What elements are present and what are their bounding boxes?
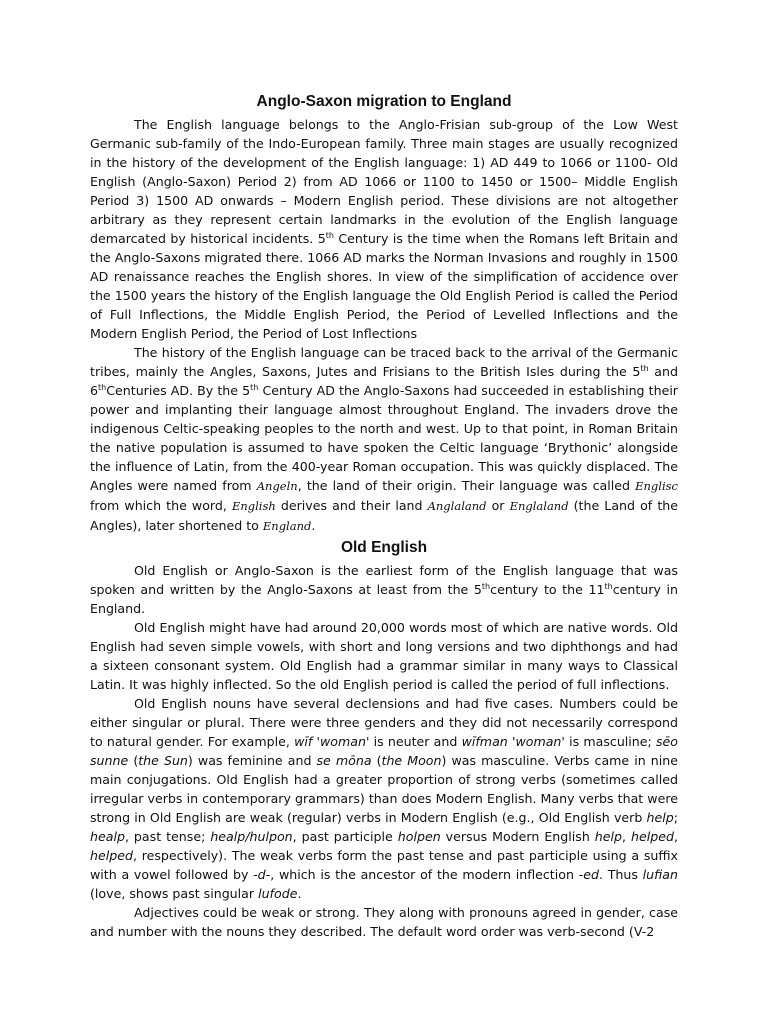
paragraph-adjectives: Adjectives could be weak or strong. They along with pronouns agreed in gender, case and number with the nouns they described. The default word order was verb-second (V-2 bbox=[90, 905, 678, 939]
heading-anglo-saxon-migration: Anglo-Saxon migration to England bbox=[256, 93, 512, 110]
paragraph-old-english-nouns-verbs: Old English nouns have several declensions and had five cases. Numbers could be either singular or plural. There were three genders and they did not necessarily correspond to natural gender. For example, wīf 'woman' is neuter and wīfman 'woman' is masculine; sēo sunne (the Sun) was feminine and se mōna (the Moon) was masculine. Verbs came in nine main conjugations. Old English had a greater proportion of strong verbs (sometimes called irregular verbs in contemporary grammars) than does Modern English. Many verbs that were strong in Old English are weak (regular) verbs in Modern English (e.g., Old English verb help; healp, past tense; healp/hulpon, past participle holpen versus Modern English help, helped, helped, respectively). The weak verbs form the past tense and past participle using a suffix with a vowel followed by -d-, which is the ancestor of the modern inflection -ed. Thus lufian (love, shows past singular lufode. bbox=[90, 696, 678, 901]
heading-old-english: Old English bbox=[340, 539, 428, 556]
document-page bbox=[90, 90, 678, 941]
paragraph-old-english-definition: Old English or Anglo-Saxon is the earliest form of the English language that was spoken and written by the Anglo-Saxons at least from the 5thcentury to the 11thcentury in England. bbox=[90, 563, 678, 616]
paragraph-stages-of-english: The English language belongs to the Anglo-Frisian sub-group of the Low West Germanic sub-family of the Indo-European family. Three main stages are usually recognized in the history of the development of the English language: 1) AD 449 to 1066 or 1100- Old English (Anglo-Saxon) Period 2) from AD 1066 or 1100 to 1450 or 1500– Middle English Period 3) 1500 AD onwards – Modern English period. These divisions are not altogether arbitrary as they represent certain landmarks in the evolution of the English language demarcated by historical incidents. 5th Century is the time when the Romans left Britain and the Anglo-Saxons migrated there. 1066 AD marks the Norman Invasions and roughly in 1500 AD renaissance reaches the English shores. In view of the simplification of accidence over the 1500 years the history of the English language the Old English Period is called the Period of Full Inflections, the Middle English Period, the Period of Levelled Inflections and the Modern English Period, the Period of Lost Inflections bbox=[90, 117, 678, 341]
paragraph-old-english-vocabulary: Old English might have had around 20,000 words most of which are native words. Old English had seven simple vowels, with short and long versions and two diphthongs and had a sixteen consonant system. Old English had a grammar similar in many ways to Classical Latin. It was highly inflected. So the old English period is called the period of full inflections. bbox=[90, 620, 678, 692]
paragraph-germanic-tribes: The history of the English language can be traced back to the arrival of the Germanic tribes, mainly the Angles, Saxons, Jutes and Frisians to the British Isles during the 5th and 6thCenturies AD. By the 5th Century AD the Anglo-Saxons had succeeded in establishing their power and implanting their language almost throughout England. The invaders drove the indigenous Celtic-speaking peoples to the north and west. Up to that point, in Roman Britain the native population is assumed to have spoken the Celtic language ‘Brythonic’ alongside the influence of Latin, from the 400-year Roman occupation. This was quickly displaced. The Angles were named from Angeln, the land of their origin. Their language was called Englisc from which the word, English derives and their land Anglaland or Englaland (the Land of the Angles), later shortened to England. bbox=[90, 345, 678, 533]
